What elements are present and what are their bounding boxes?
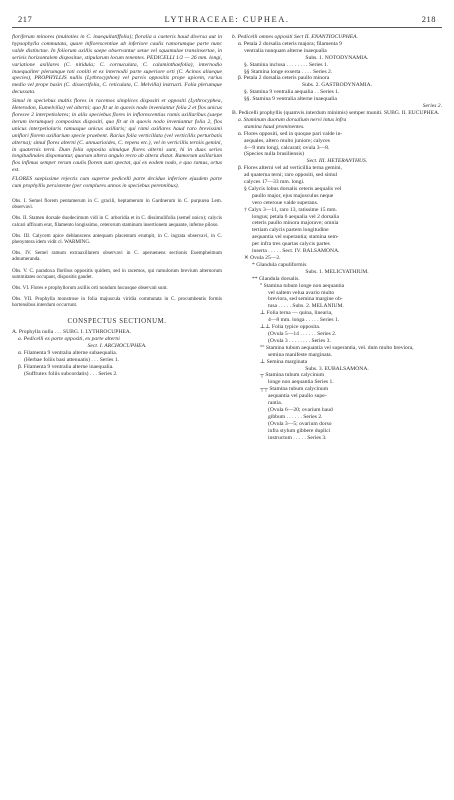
key-line: 4—8 mm. longa . . . . . Series 1. [268,317,340,324]
key-line: ⊥ Folia terna — quina, linearia, [260,310,333,317]
key-line: ventralia nunquam alterne inaequalia [244,47,327,54]
key-line: aequantia vel superantia; stamina sem- [252,234,339,241]
key-line: Subs. 1. NOTODYNAMIA. [305,54,369,61]
key-line: Subs. 1. MELICYATHIUM. [305,268,369,275]
key-line: aequantia vel paullo supe- [268,393,327,400]
observation-note: Obs. VI. Flores e prophyllorum axillis orti nondum hucusque observati sunt. [12,284,168,291]
left-column [12,34,222,441]
section-heading: CONSPECTUS SECTIONUM. [67,317,167,325]
key-line: § Calycis lobus dorsalis ceteris aequalis vel [244,185,342,192]
key-line: §. Stamina 9 ventralia aequalia . . Series 1. [244,89,340,96]
key-line: ceteris paullo minora majorave; omnia [252,220,339,227]
key-line: vero ceteroue valde superans. [252,199,319,206]
key-line: calyces 17—33 mm. longi. [244,179,305,186]
key-line: longus; petala 6 aequalia vel 2 dorsalia [252,213,339,220]
key-line: β. Flores alterni vel ad verticillia terna gemini, [238,165,342,172]
key-line: stamina haud prominentes. [244,123,305,130]
key-line: β. Petala 2 dorsalia ceteris paullo minora [238,75,330,82]
key-line: §§. Stamina 9 ventralia alterne inaequalia [244,96,337,103]
observation-note: Obs. VII. Prophylla monstrose in folia majuscula viridia commutata in C. procumbentis formis hortensibus interdum occurrunt. [12,296,222,309]
key-line: per infra tres quartas calycis partes [252,241,330,248]
key-line: ✕ Ovula 25—2. [244,255,281,261]
key-line: (Ovula 6—20; ovarium haud [268,406,333,413]
body-paragraph: FLORES saepissime rejectis cum superne pedicelli parte deciduo inferiore ejusdem parte cum prophyllis persistente (per complures annos in speciebus perennibus). [12,176,222,190]
key-line: rantia. [268,400,283,407]
key-line: † Calyx 3—11, raro 13, ratissime 15 mm. [244,206,338,213]
key-line: Sect. III. HETERANTHUS. [306,158,368,165]
header-rule [12,27,442,28]
key-line: §§ Stamina longe exserta . . . . Series 2. [244,68,333,75]
key-line: A. Prophylla nulla . . . SUBG. I. LYTHROCUPHEA. [12,329,132,336]
page-number-right: 218 [421,14,436,24]
key-line: ** Glandula dorsalis. [252,275,300,282]
key-line: Subs. 2. GASTRODYNAMIA. [301,82,373,89]
key-line: ° Stamina tubum longe non aequantia [260,282,345,289]
right-column [232,34,442,441]
observation-note: Obs. III. Calycem apice deblanscens antequam placentam erumpit, in C. ingrata observavi, in C. phenyntera idem vidit cl. WARMING. [12,232,222,245]
conspectus-left [12,329,222,377]
key-line: gibbum . . . . . . Series 2. [268,413,323,420]
body-paragraph: Simul in speciebus multis flores in racemos simplices dispositi et oppositi (Lythrocyphea, Heterodon, Eumelvilia) vel alterni; quo fit ut in quovis nodo inveniantur folia 2 et flos unicus floresve 2 interpetiolares; in aliis speciebus flores in inflorescentias ramis axillaribus (saepe iterum iterumque) compositas dispositi, quo fit ut in quovis nodo inveniantur folia 2, flos unicus interpetiolaris ramusque unicus axillaris; qui rami axillares haud raro brevissimi uniflori florem axillarium specie praebent. Rarius folia verticillata (vel verticillis perturbatis alterna); simul flores alterni (C. annuarioides, C. repens etc.), vel in verticillis terniis gemini, in quaternis terni. Dum folia opposita simulque flores alterni sunt, hi in duas series longitudinales disponuntur, quarum altera angulo recto ab altera distat. Ramorum axillarium flos infimus semper rerum caulis florem sum spectat, qui ex eodem nodo, e quo ramus, ortus est. [12,98,222,174]
key-line: ad quaterna terni; raro oppositi, sed simul [244,172,338,179]
key-line: * Glandula capuliformis [252,261,307,268]
key-line: instructum . . . . . Series 3. [268,434,327,441]
key-line: tertiam calycis partem longitudine [252,227,329,234]
key-line: aequales, altero multo juniore; calyces [244,137,330,144]
key-line: α. Petala 2 dorsalia ceteris majora; filamenta 9 [238,40,342,47]
key-line: tusa . . . . . Subs. 2. MELANIUM. [268,303,344,310]
key-line: §. Stamina inclusa . . . . . . . . Series 1. [244,61,329,68]
key-line: Subs. 3. EUBALSAMONA. [305,365,369,372]
two-columns [12,34,442,441]
key-line: b. Pedicelli omnes oppositi Sect II. ENANTIOCUPHEA. [232,34,358,40]
key-line: inserta . . . . . Sect. IV. BALSAMONA. [252,248,340,255]
observation-note: Obs. I. Semel florem pentamerum in C. gracili, heptamerum in Gardnerum in C. purpurea Lem. observavi. [12,197,222,211]
key-line: (Suffrutex foliis subcordatis) . . . Series 2. [24,370,118,377]
key-line: α. Flores oppositi, sed in quoque pari valde in- [238,130,343,137]
page-number-left: 217 [18,14,33,24]
key-line: B. Pedicelli prophyllis (quamvis interdum minimis) semper muniti. SUBG. II. EUCUPHEA. [232,109,440,116]
key-line: ┬┬ Stamina tubum calycinum [260,386,329,393]
key-line: β. Filamenta 9 ventralia alterne inaequalia. [18,364,114,371]
key-line: longe non aequantia Series 1. [268,379,334,386]
key-line: Series 2. [422,103,442,110]
key-line: a. Staminum duorum dorsalium nervi intus infra [238,116,347,123]
key-line: paullo major, ejus majusculus neque [252,192,334,199]
key-line: a. Pedicelli ex parte oppositi, ex parte alterni [18,336,120,343]
observation-note: Obs. II. Stamen dorsale duodecimum vidi in C. arboridia et in C. dissimulifolia (semel unico); calycis calcari affixum erat, filamento longissimo, ceterorum staminum insertionem aequante, inferne piloso. [12,215,222,228]
key-line: 4—9 mm longi, calcarati; ovula 3—8. [244,144,330,151]
conspectus-right [232,34,442,441]
key-line: semina manifeste marginata. [268,351,333,358]
key-line: (Herbae foliis basi attenuatis) . . . Series 1. [24,357,120,364]
key-line: (Ovula 3 . . . . . . . . Series 3. [268,337,331,344]
observation-note: Obs. IV. Semel ramum extraaxillarem observavi in C. aperuenens sectionis Euempheimum adnumeranda. [12,250,222,263]
running-title: LYTHRACEAE: CUPHEA. [164,14,290,24]
key-line: ⊥ Semina marginata [260,358,308,365]
key-line: breviora, sed semina margine ob- [268,296,343,303]
key-line: (Species nulla brasiliensis) [244,151,304,158]
key-line: Sect. I. ARCHOCUPHEA. [87,343,147,350]
key-line: infra stylum gibbere duplici [268,427,331,434]
key-line: ┬ Stamina tubum calycinum [260,372,325,379]
key-line: °° Stamina tubum aequantia vel superantia, vel. dum multo breviora, [260,344,414,351]
key-line: (Ovula 3—5; ovarium dorso [268,420,332,427]
body-paragraph: floriferum minores (multoties in C. inaequilatiffolia); floralia a caeteris haud diversa aut in hypsophylla commutata, quare inflorescentiae ab inferiore caulis ramorumque parte nunc valde distinctae. In foliorum axillis saepe observantur setae vel squamulae transinsertae, in serieis horizontalem dispositae, stipularum locum tenentes. PEDICELLI 1/2 — 26 mm. longi, variatione axillares (C. nitidula; C. cornuculata, C. calaminthaefolia), internodio inaequaliter plerumque toti conliti et ex internodii parte superiore orti (C. Acinos aliaeque species), PROPHYLLIS nullis (Lythrocyphon) vel parvis oppositis prope apicem, rarius medio vel prope basin (C. dissectifolia, C. reticulata, C. Melvilla) instructi. Folia plerumque decussata. [12,34,222,96]
key-line: α. Filamenta 9 ventralia alterne subaequalia. [18,350,118,357]
key-line: ⊥⊥ Folia typice opposita. [260,324,321,331]
running-header [12,14,442,24]
observation-note: Obs. V. C. paradoxa floribus oppositis quidem, sed in racemos, qui ramulorum brevium alternorum summitates occupant, dispositis gaudet. [12,267,222,280]
key-line: (Ovula 5—14 . . . . . . Series 2. [268,330,337,337]
key-line: vel saltem velua avario multo [268,289,335,296]
